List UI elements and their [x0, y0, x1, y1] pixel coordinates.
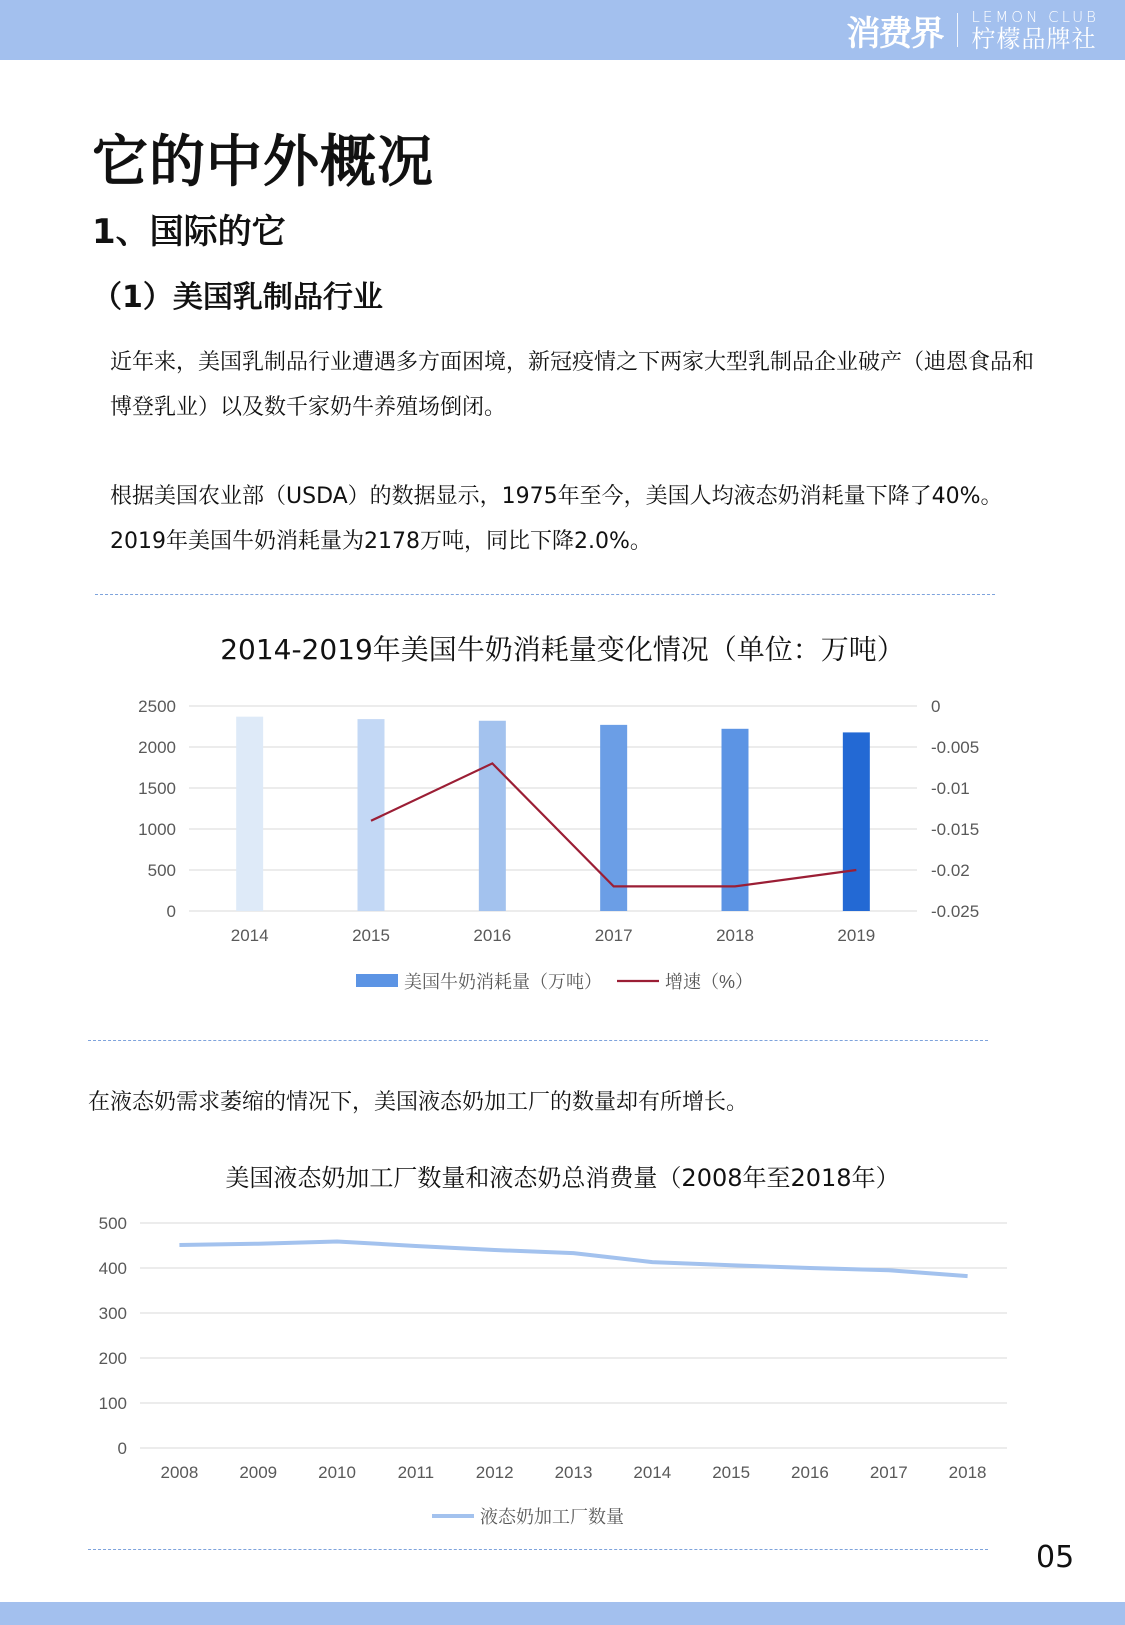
page-title: 它的中外概况	[92, 130, 434, 195]
brand-logo	[847, 8, 1099, 52]
chart1-bar	[843, 732, 870, 911]
chart2-legend-label: 液态奶加工厂数量	[480, 1507, 624, 1527]
chart1-x-tick-label: 2018	[716, 926, 754, 945]
chart2-title: 美国液态奶加工厂数量和液态奶总消费量（2008年至2018年）	[225, 1164, 900, 1192]
chart1-legend-line-label: 增速（%）	[665, 972, 754, 992]
brand-lemon-cn: 柠檬品牌社	[971, 24, 1097, 53]
subsection-heading: （1）美国乳制品行业	[92, 280, 383, 315]
chart2-y-tick-label: 300	[98, 1304, 127, 1323]
brand-lemon-logo	[971, 7, 1099, 53]
chart2-x-tick-label: 2008	[160, 1463, 199, 1482]
chart1-bar	[600, 725, 627, 911]
chart2-x-tick-label: 2014	[633, 1463, 672, 1482]
chart1-bar	[358, 719, 385, 911]
chart2-y-tick-label: 400	[98, 1259, 127, 1278]
chart2-x-tick-label: 2015	[712, 1463, 751, 1482]
section-heading: 1、国际的它	[92, 212, 286, 252]
chart2-y-tick-label: 0	[117, 1439, 127, 1458]
chart1-y2-tick-label: 0	[931, 697, 941, 716]
divider-top	[95, 594, 995, 595]
chart1-y-tick-label: 2500	[138, 697, 176, 716]
chart1-canvas	[0, 620, 1125, 1000]
chart1-y-tick-label: 1500	[138, 779, 176, 798]
chart1-bar	[236, 717, 263, 911]
chart1-legend-bar-label: 美国牛奶消耗量（万吨）	[404, 972, 602, 992]
chart1-y2-tick-label: -0.01	[931, 779, 970, 798]
chart2-plant-line	[179, 1241, 967, 1276]
top-banner	[0, 0, 1125, 60]
chart2-x-tick-label: 2010	[318, 1463, 356, 1482]
brand-consumer-logo: 消费界	[846, 13, 943, 54]
chart1-x-tick-label: 2019	[837, 926, 876, 945]
chart1-y2-tick-label: -0.025	[931, 902, 980, 921]
paragraph-usda-data: 根据美国农业部（USDA）的数据显示，1975年至今，美国人均液态奶消耗量下降了40%。2019年美国牛奶消耗量为2178万吨，同比下降2.0%。	[110, 484, 1003, 554]
chart1-bar	[479, 721, 506, 911]
brand-divider	[957, 13, 958, 47]
bottom-banner	[0, 1602, 1125, 1625]
paragraph-processing-plants: 在液态奶需求萎缩的情况下，美国液态奶加工厂的数量却有所增长。	[88, 1090, 749, 1115]
chart2-y-tick-label: 100	[98, 1394, 127, 1413]
chart2-x-tick-label: 2018	[948, 1463, 987, 1482]
chart1-x-tick-label: 2016	[473, 926, 512, 945]
chart1-bar	[722, 729, 749, 911]
brand-lemon-en: LEMON CLUB	[971, 7, 1099, 26]
chart2-x-tick-label: 2012	[475, 1463, 514, 1482]
chart1-y-tick-label: 0	[166, 902, 176, 921]
divider-bottom	[88, 1549, 988, 1550]
divider-middle	[88, 1040, 988, 1041]
chart1-x-tick-label: 2015	[352, 926, 390, 945]
chart2-y-tick-label: 500	[98, 1214, 127, 1233]
chart1-y2-tick-label: -0.02	[931, 861, 970, 880]
chart1-y2-tick-label: -0.005	[931, 738, 980, 757]
chart1-title: 2014-2019年美国牛奶消耗量变化情况（单位：万吨）	[220, 633, 905, 666]
chart2-x-tick-label: 2013	[554, 1463, 593, 1482]
processing-plants-chart	[0, 1150, 1125, 1544]
chart2-x-tick-label: 2011	[397, 1463, 435, 1482]
chart1-legend-bar-swatch	[356, 974, 398, 987]
milk-consumption-chart	[0, 620, 1125, 1004]
chart2-x-tick-label: 2009	[239, 1463, 278, 1482]
chart2-y-tick-label: 200	[98, 1349, 127, 1368]
chart1-y-tick-label: 1000	[138, 820, 176, 839]
page-number: 05	[1036, 1540, 1075, 1575]
chart2-x-tick-label: 2016	[791, 1463, 829, 1482]
chart1-x-tick-label: 2017	[594, 926, 633, 945]
chart1-y-tick-label: 2000	[138, 738, 176, 757]
chart2-x-tick-label: 2017	[869, 1463, 908, 1482]
chart1-y-tick-label: 500	[147, 861, 176, 880]
chart1-x-tick-label: 2014	[230, 926, 269, 945]
paragraph-industry-difficulties: 近年来，美国乳制品行业遭遇多方面困境，新冠疫情之下两家大型乳制品企业破产（迪恩食品和博登乳业）以及数千家奶牛养殖场倒闭。	[110, 350, 1035, 420]
chart2-canvas	[0, 1150, 1125, 1540]
chart1-y2-tick-label: -0.015	[931, 820, 980, 839]
